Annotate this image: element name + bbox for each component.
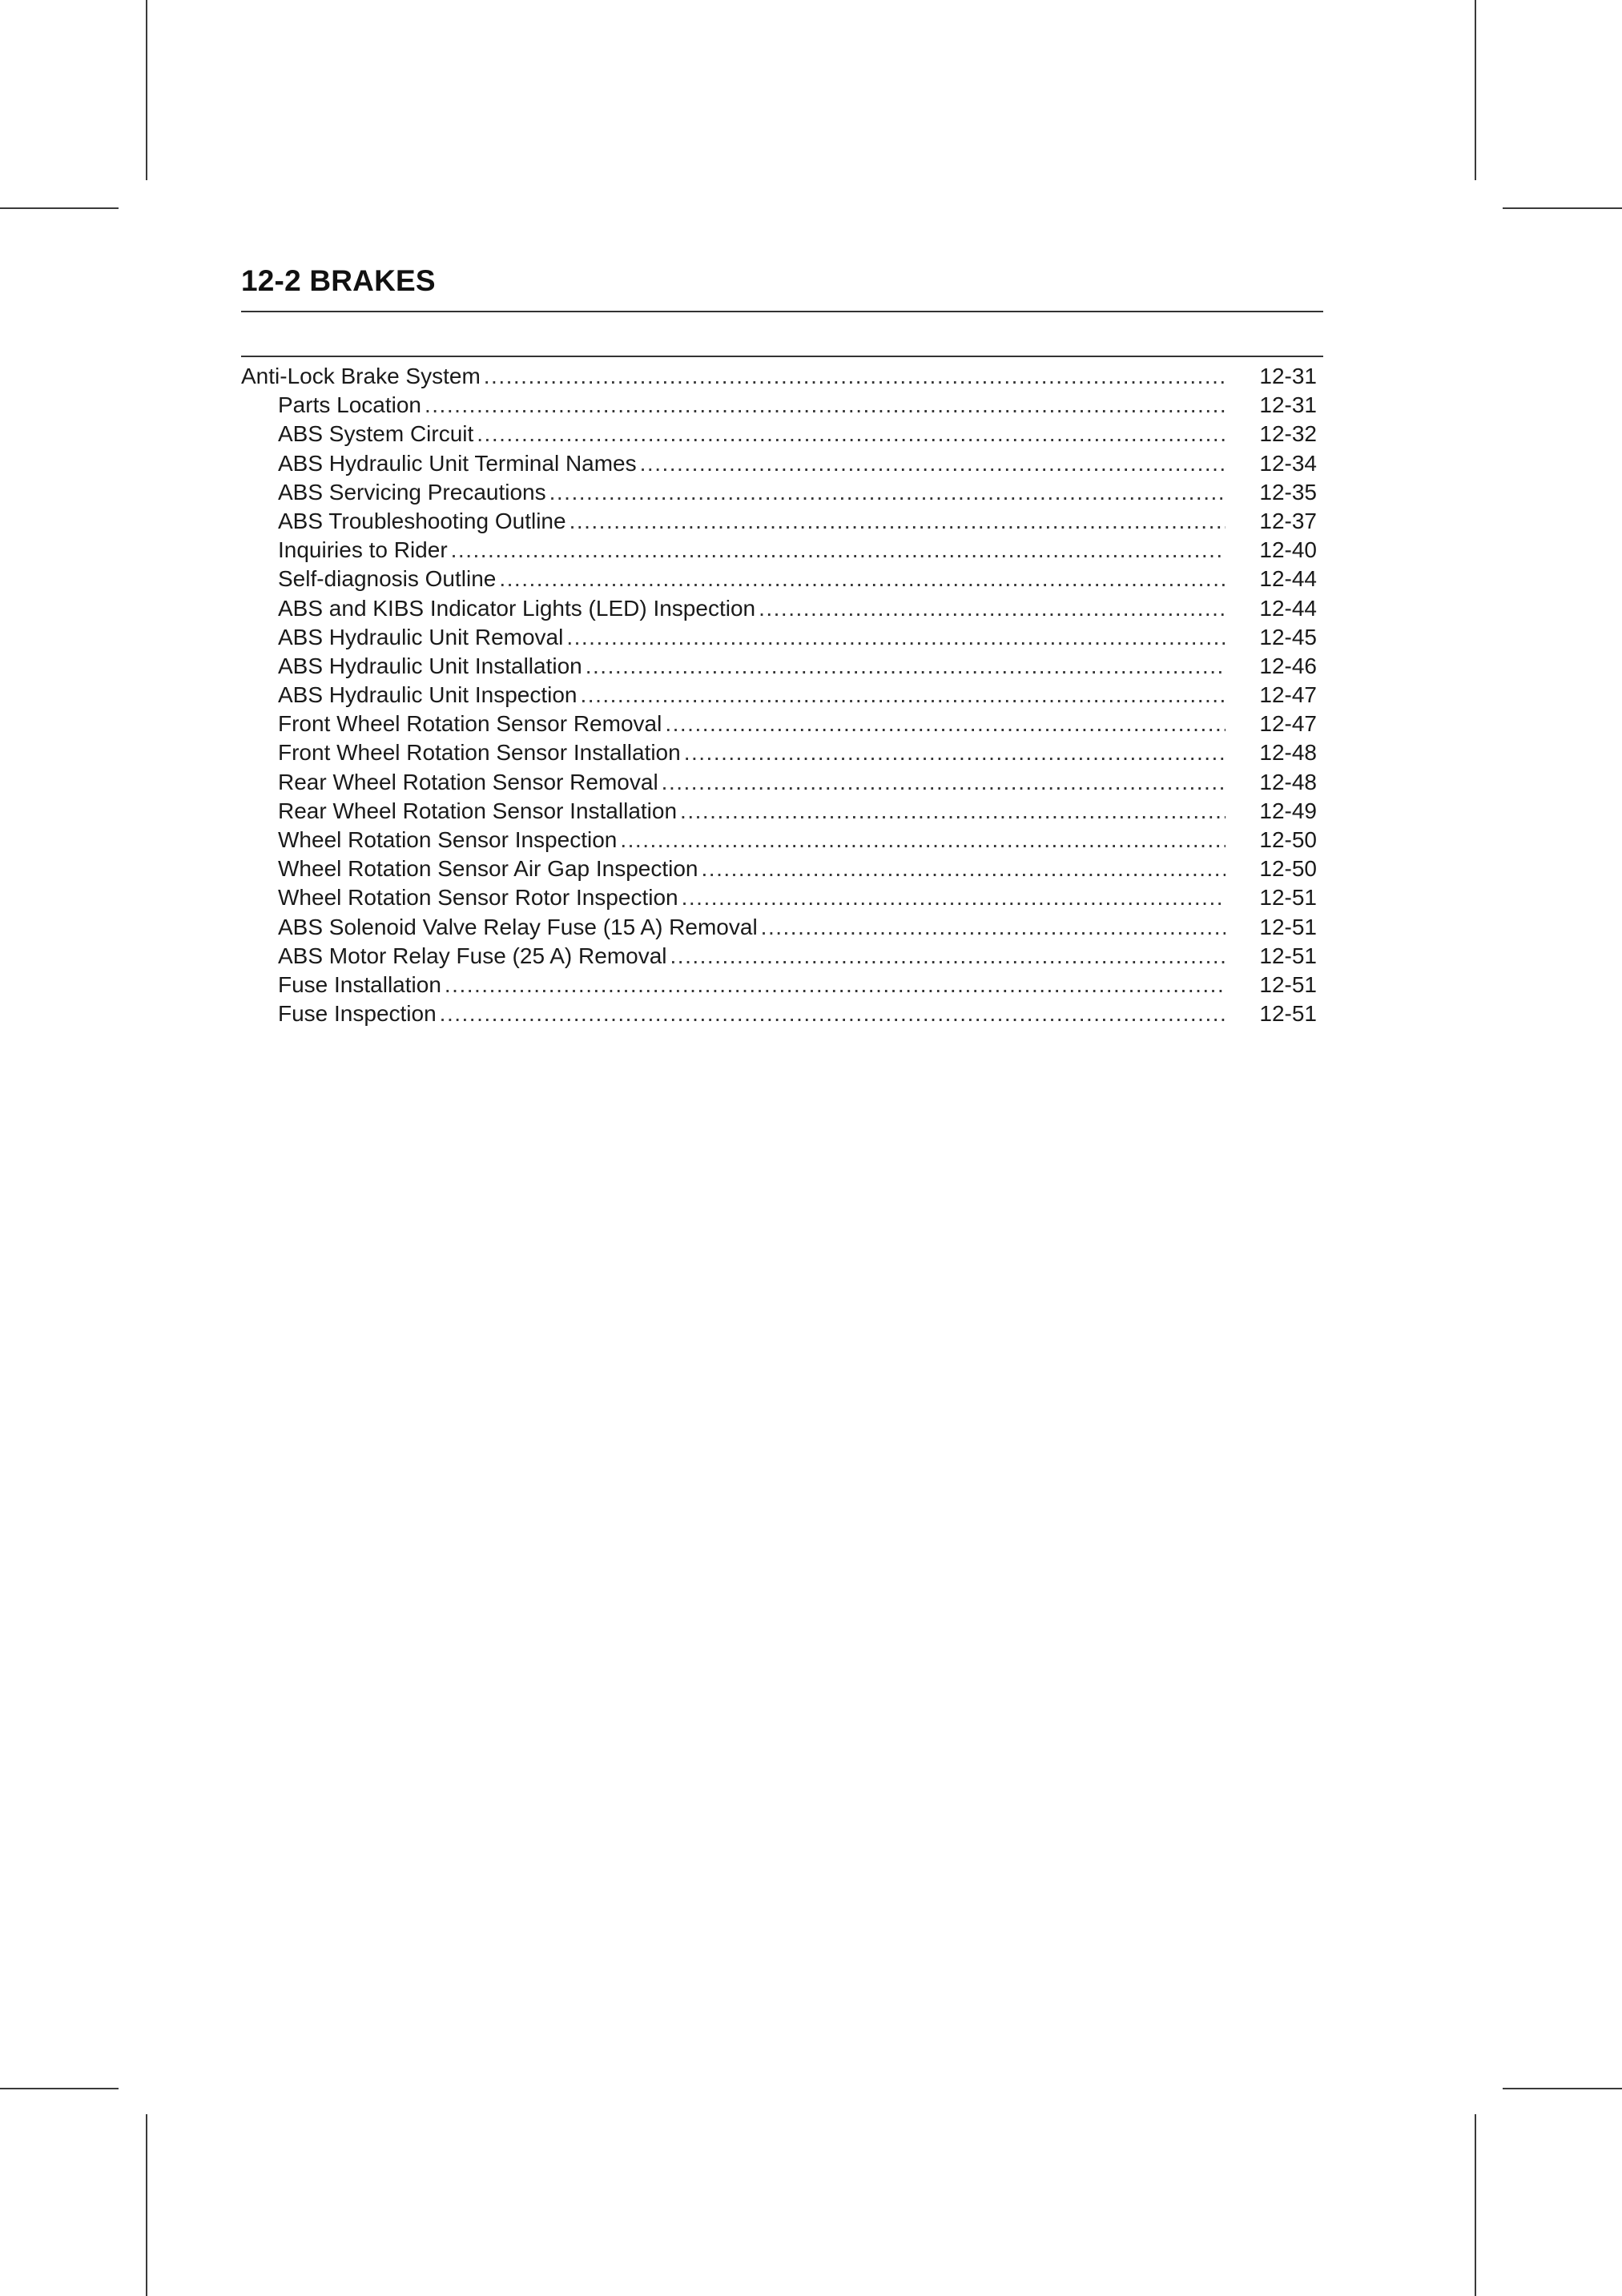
crop-mark (1503, 2088, 1622, 2089)
toc-entry[interactable] (241, 768, 1317, 797)
toc-entry[interactable] (241, 536, 1317, 565)
toc-entry-label: ABS Troubleshooting Outline (278, 508, 566, 533)
toc-entry[interactable] (241, 797, 1317, 826)
toc-entry-label: Wheel Rotation Sensor Rotor Inspection (278, 885, 678, 911)
toc-leader-dots (586, 652, 1226, 681)
toc-entry-page: 12-48 (1259, 740, 1317, 766)
toc-entry-page: 12-31 (1259, 392, 1317, 418)
toc-leader-dots (620, 826, 1226, 854)
toc-entry[interactable] (241, 623, 1317, 652)
toc-entry[interactable] (241, 565, 1317, 593)
toc-leader-dots (640, 449, 1226, 478)
toc-leader-dots (682, 883, 1226, 912)
toc-entry[interactable] (241, 854, 1317, 883)
toc-entry-label: Self-diagnosis Outline (278, 566, 497, 592)
toc-entry-page: 12-31 (1259, 364, 1317, 388)
toc-leader-dots (581, 681, 1226, 710)
toc-entry[interactable] (241, 594, 1317, 623)
toc-entry[interactable] (241, 362, 1317, 391)
crop-mark (146, 2114, 147, 2296)
toc-entry[interactable] (241, 507, 1317, 536)
toc-leader-dots (477, 420, 1226, 448)
toc-entry-page: 12-35 (1259, 479, 1317, 505)
toc-leader-dots (761, 913, 1226, 942)
toc-entry-label: Wheel Rotation Sensor Inspection (278, 827, 618, 852)
crop-mark (1475, 0, 1476, 180)
toc-entry[interactable] (241, 913, 1317, 942)
toc-entry-page: 12-45 (1259, 624, 1317, 649)
crop-mark (0, 207, 119, 209)
toc-leader-dots (549, 478, 1226, 507)
toc-entry[interactable] (241, 449, 1317, 478)
toc-entry-label: Front Wheel Rotation Sensor Removal (278, 711, 662, 737)
toc-entry[interactable] (241, 738, 1317, 767)
toc-entry-label: Rear Wheel Rotation Sensor Installation (278, 798, 678, 823)
toc-entry[interactable] (241, 999, 1317, 1028)
toc-entry-page: 12-44 (1259, 595, 1317, 621)
toc-entry-page: 12-50 (1259, 827, 1317, 852)
toc-entry-page: 12-51 (1259, 943, 1317, 968)
toc-top-divider (241, 356, 1323, 357)
toc-leader-dots (662, 768, 1226, 797)
toc-entry-page: 12-47 (1259, 711, 1317, 737)
crop-mark (146, 0, 147, 180)
toc-leader-dots (670, 942, 1226, 971)
toc-entry-page: 12-37 (1259, 508, 1317, 533)
toc-entry-page: 12-49 (1259, 798, 1317, 823)
toc-leader-dots (665, 710, 1226, 738)
toc-leader-dots (484, 362, 1226, 391)
toc-entry-label: Anti-Lock Brake System (241, 364, 481, 388)
toc-entry[interactable] (241, 883, 1317, 912)
toc-leader-dots (445, 971, 1226, 999)
toc-entry-page: 12-51 (1259, 971, 1317, 997)
crop-mark (1475, 2114, 1476, 2296)
crop-mark (0, 2088, 119, 2089)
toc-entry-label: ABS and KIBS Indicator Lights (LED) Inspection (278, 595, 756, 621)
toc-leader-dots (566, 623, 1226, 652)
toc-entry-label: ABS System Circuit (278, 421, 474, 447)
toc-entry-page: 12-51 (1259, 885, 1317, 911)
toc-leader-dots (702, 854, 1226, 883)
toc-leader-dots (451, 536, 1226, 565)
toc-entry-label: ABS Hydraulic Unit Terminal Names (278, 450, 637, 476)
toc-entry-page: 12-51 (1259, 1001, 1317, 1027)
toc-entry-page: 12-47 (1259, 682, 1317, 708)
toc-entry[interactable] (241, 420, 1317, 448)
toc-entry-label: Front Wheel Rotation Sensor Installation (278, 740, 681, 766)
toc-entry-label: Wheel Rotation Sensor Air Gap Inspection (278, 856, 698, 882)
toc-leader-dots (570, 507, 1226, 536)
toc-leader-dots (425, 391, 1226, 420)
toc-leader-dots (684, 738, 1226, 767)
toc-entry-label: Fuse Installation (278, 971, 441, 997)
toc-entry-label: ABS Motor Relay Fuse (25 A) Removal (278, 943, 667, 968)
toc-entry-page: 12-44 (1259, 566, 1317, 592)
toc-entry[interactable] (241, 942, 1317, 971)
table-of-contents (241, 362, 1317, 1028)
toc-entry-page: 12-50 (1259, 856, 1317, 882)
toc-entry[interactable] (241, 710, 1317, 738)
toc-entry-page: 12-40 (1259, 537, 1317, 563)
toc-leader-dots (440, 999, 1226, 1028)
toc-entry[interactable] (241, 971, 1317, 999)
toc-entry-label: ABS Servicing Precautions (278, 479, 546, 505)
toc-entry-label: ABS Hydraulic Unit Removal (278, 624, 564, 649)
toc-entry[interactable] (241, 652, 1317, 681)
toc-entry-page: 12-51 (1259, 914, 1317, 939)
crop-mark (1503, 207, 1622, 209)
toc-entry-label: Rear Wheel Rotation Sensor Removal (278, 769, 658, 794)
toc-entry-page: 12-48 (1259, 769, 1317, 794)
toc-entry-label: Fuse Inspection (278, 1001, 437, 1027)
toc-entry-page: 12-34 (1259, 450, 1317, 476)
toc-entry-label: ABS Hydraulic Unit Inspection (278, 682, 578, 708)
toc-entry-page: 12-46 (1259, 653, 1317, 678)
toc-leader-dots (680, 797, 1226, 826)
toc-entry-label: Parts Location (278, 392, 421, 418)
toc-entry-label: ABS Solenoid Valve Relay Fuse (15 A) Removal (278, 914, 758, 939)
page-title: 12-2 BRAKES (241, 264, 436, 297)
toc-entry-label: Inquiries to Rider (278, 537, 448, 563)
toc-entry[interactable] (241, 826, 1317, 854)
toc-entry[interactable] (241, 478, 1317, 507)
toc-leader-dots (499, 565, 1226, 593)
title-divider (241, 311, 1323, 312)
toc-entry-label: ABS Hydraulic Unit Installation (278, 653, 582, 678)
toc-entry[interactable] (241, 391, 1317, 420)
toc-entry-page: 12-32 (1259, 421, 1317, 447)
toc-entry[interactable] (241, 681, 1317, 710)
toc-leader-dots (759, 594, 1226, 623)
